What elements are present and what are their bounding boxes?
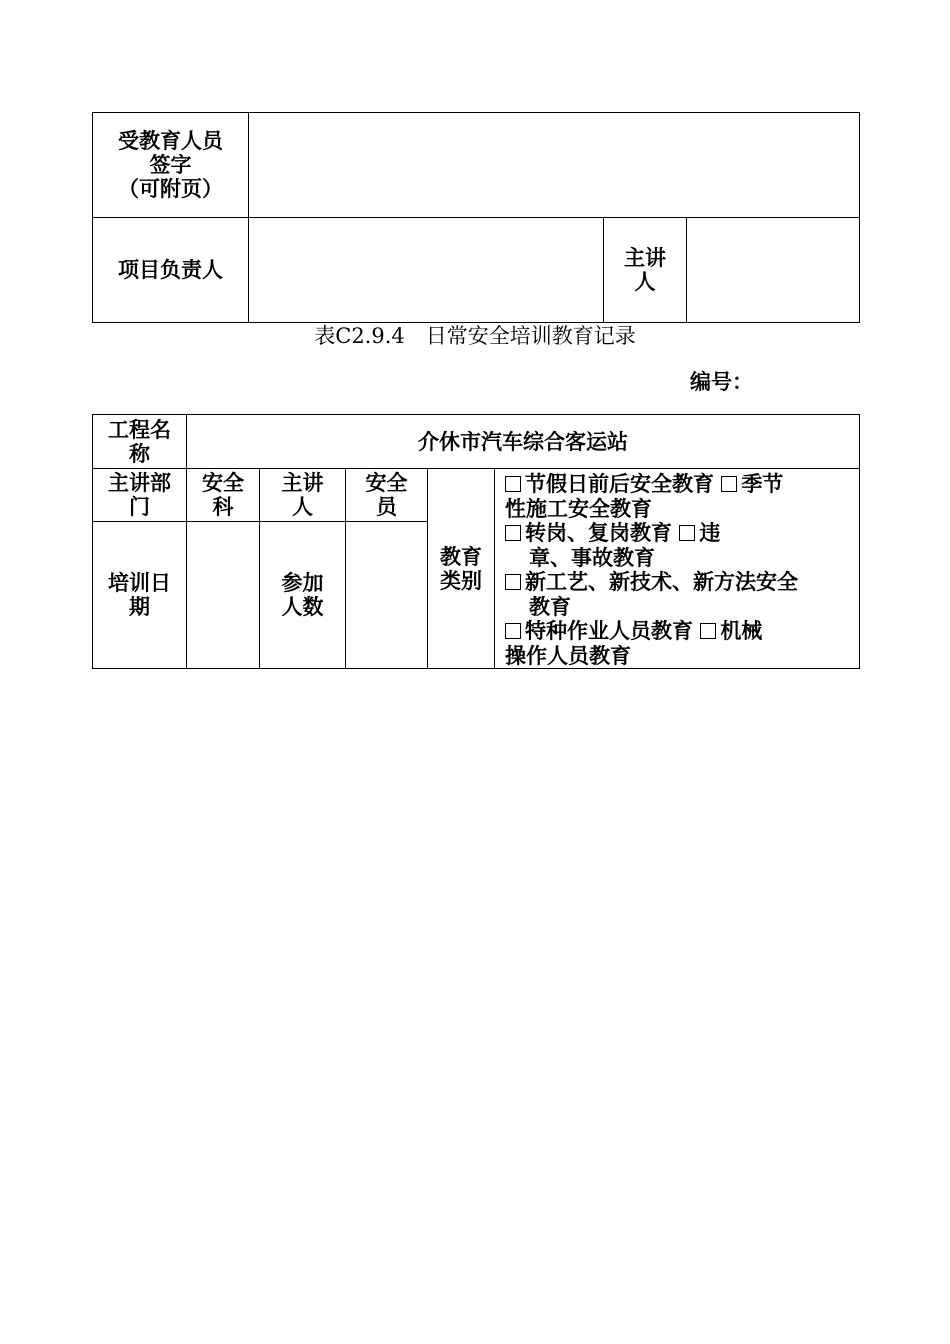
lecturer-label2-line1: 主讲 [281, 471, 324, 496]
project-lead-field[interactable] [249, 218, 604, 323]
project-name-label-line2: 称 [129, 441, 150, 466]
number-label: 编号： [690, 370, 753, 394]
dept-value-line2: 科 [212, 495, 234, 520]
lecturer-label-line2: 人 [634, 270, 656, 294]
attendees-field[interactable] [346, 522, 428, 669]
lecturer-label-cell [604, 218, 687, 323]
category-option-holiday[interactable]: 节假日前后安全教育 [505, 472, 714, 496]
category-option-seasonal[interactable]: 季节 [721, 472, 783, 496]
lecturer-value-cell [346, 469, 428, 522]
category-option-violation[interactable]: 违 [679, 521, 720, 545]
lecturer-value-line1: 安全 [365, 471, 408, 496]
date-label-cell [93, 522, 187, 669]
attendees-label-cell [260, 522, 346, 669]
checkbox-icon[interactable] [505, 574, 521, 590]
signature-field[interactable] [249, 113, 860, 218]
date-label-line1: 培训日 [108, 571, 171, 596]
project-name-label-cell [93, 415, 187, 469]
date-label-line2: 期 [129, 595, 150, 620]
signature-label-line1: 受教育人员 [118, 129, 223, 153]
checkbox-icon[interactable] [700, 623, 716, 639]
signature-label-cell [93, 113, 249, 218]
signature-label-line2: 签字 [149, 153, 192, 177]
dept-value-cell [187, 469, 260, 522]
date-field[interactable] [187, 522, 260, 669]
signature-table [92, 112, 860, 323]
checkbox-icon[interactable] [505, 623, 521, 639]
category-option-new-tech[interactable]: 新工艺、新技术、新方法安全 [505, 570, 851, 595]
dept-label-line1: 主讲部 [108, 471, 171, 496]
dept-value-line1: 安全 [202, 471, 244, 496]
category-label-line1: 教育 [440, 544, 482, 569]
category-option-machinery[interactable]: 机械 [700, 619, 762, 643]
checkbox-icon[interactable] [679, 525, 695, 541]
training-record-table [92, 414, 860, 669]
checkbox-icon[interactable] [505, 525, 521, 541]
attendees-label-line2: 人数 [281, 595, 324, 620]
checkbox-icon[interactable] [721, 476, 737, 492]
dept-label-line2: 门 [129, 495, 150, 520]
category-options: 节假日前后安全教育 季节 性施工安全教育 转岗、复岗教育 违 章、事故教育 新工艺、新技术、新方法安全 教育 特种作业人员教育 机械 操作人员教育 [495, 469, 860, 669]
project-lead-label: 项目负责人 [93, 218, 249, 323]
checkbox-icon[interactable] [505, 476, 521, 492]
dept-label-cell [93, 469, 187, 522]
project-name-label-line1: 工程名 [108, 417, 171, 442]
lecturer-label-cell-2 [260, 469, 346, 522]
lecturer-value-line2: 员 [376, 495, 397, 520]
category-option-transfer[interactable]: 转岗、复岗教育 [505, 521, 672, 545]
project-name-value: 介休市汽车综合客运站 [187, 415, 860, 469]
category-label-cell [428, 469, 495, 669]
lecturer-label2-line2: 人 [292, 495, 313, 520]
lecturer-label-line1: 主讲 [624, 246, 666, 270]
lecturer-field[interactable] [687, 218, 860, 323]
category-option-special-work[interactable]: 特种作业人员教育 [505, 619, 693, 643]
table-caption: 表C2.9.4 日常安全培训教育记录 [314, 324, 636, 348]
category-label-line2: 类别 [440, 568, 482, 593]
attendees-label-line1: 参加 [281, 571, 324, 596]
signature-label-line3: （可附页） [118, 177, 223, 201]
